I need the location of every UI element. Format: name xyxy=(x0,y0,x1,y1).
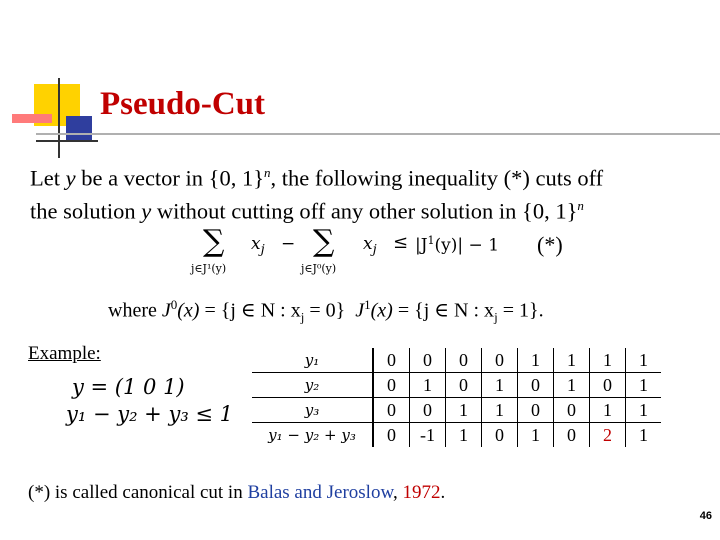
table-cell: 0 xyxy=(410,398,446,423)
row-label: y₁ xyxy=(252,348,373,373)
table-cell: 0 xyxy=(590,373,626,398)
page-title: Pseudo-Cut xyxy=(100,86,266,122)
sum-subscript-1: j∈J¹(y) xyxy=(191,262,227,275)
example-table xyxy=(252,348,661,447)
table-cell: 1 xyxy=(554,348,590,373)
table-cell: 1 xyxy=(482,373,518,398)
sum-symbol-1: ∑ xyxy=(203,224,225,259)
table-row xyxy=(252,348,661,373)
row-label: y₂ xyxy=(252,373,373,398)
table-cell: 0 xyxy=(373,373,410,398)
table-row xyxy=(252,398,661,423)
table-cell: 1 xyxy=(639,349,648,370)
table-cell: 0 xyxy=(410,348,446,373)
sum-term-1: $x_j$ xyxy=(251,234,265,258)
year-text: 1972 xyxy=(402,482,441,503)
table-cell: 1 xyxy=(482,398,518,423)
table-cell: -1 xyxy=(410,423,446,448)
table-cell: 1 xyxy=(518,348,554,373)
logo-red-bar xyxy=(12,114,52,123)
example-inequality: y₁ − y₂ + y₃ ≤ 1 xyxy=(66,402,234,426)
table-cell: 1 xyxy=(410,373,446,398)
table-cell: 0 xyxy=(446,348,482,373)
row-label: y₃ xyxy=(252,398,373,423)
logo-horizontal-line xyxy=(36,140,98,142)
footnote: (*) is called canonical cut in Balas and Jeroslow, 1972. xyxy=(28,482,446,503)
table-cell: 1 xyxy=(639,424,648,445)
table-cell: 0 xyxy=(518,398,554,423)
logo-blue-square xyxy=(66,116,92,142)
formula-label: (*) xyxy=(537,232,563,257)
table-cell: 1 xyxy=(446,423,482,448)
table-cell: 0 xyxy=(554,398,590,423)
table-cell: 0 xyxy=(373,348,410,373)
example-label: Example: xyxy=(28,343,101,364)
authors-link[interactable]: Balas and Jeroslow xyxy=(247,482,393,503)
table-cell: 1 xyxy=(554,373,590,398)
table-cell: 0 xyxy=(446,373,482,398)
intro-line-2: the solution y without cutting off any other solution in {0, 1}$^n$ xyxy=(30,198,584,224)
table-cell: 1 xyxy=(590,398,626,423)
table-cell: 1 xyxy=(446,398,482,423)
table-cell: 0 xyxy=(373,423,410,448)
canonical-cut-formula xyxy=(185,226,605,282)
sum-subscript-2: j∈J⁰(y) xyxy=(301,262,337,275)
example-y-vector: y = (1 0 1) xyxy=(72,375,185,399)
table-row xyxy=(252,423,661,448)
row-label: y₁ − y₂ + y₃ xyxy=(252,423,373,448)
table-row xyxy=(252,373,661,398)
table-cell: 2 xyxy=(590,423,626,448)
logo-vertical-line xyxy=(58,78,60,158)
table-cell: 0 xyxy=(518,373,554,398)
leq-sign: ≤ xyxy=(393,232,409,253)
sum-symbol-2: ∑ xyxy=(313,224,335,259)
table-cell: 0 xyxy=(554,423,590,448)
table-cell: 0 xyxy=(482,423,518,448)
page-number: 46 xyxy=(699,510,712,522)
intro-line-1: Let y be a vector in {0, 1}$^n$, the following inequality (*) cuts off xyxy=(30,165,604,191)
table-cell: 1 xyxy=(639,374,648,395)
table-cell: 0 xyxy=(373,398,410,423)
where-definition: where $J^0(x) = \{j$ ∈ N : $x_j = 0$} $J^1(x) = \{j$ ∈ N : $x_j = 1$}. xyxy=(108,297,544,325)
title-rule xyxy=(36,133,720,135)
table-cell: 1 xyxy=(590,348,626,373)
minus-sign: − xyxy=(281,234,296,254)
formula-rhs: $|J^1(y)| - 1$ xyxy=(415,234,500,256)
sum-term-2: $x_j$ xyxy=(363,234,377,258)
table-cell: 1 xyxy=(639,399,648,420)
table-cell: 1 xyxy=(518,423,554,448)
table-cell: 0 xyxy=(482,348,518,373)
